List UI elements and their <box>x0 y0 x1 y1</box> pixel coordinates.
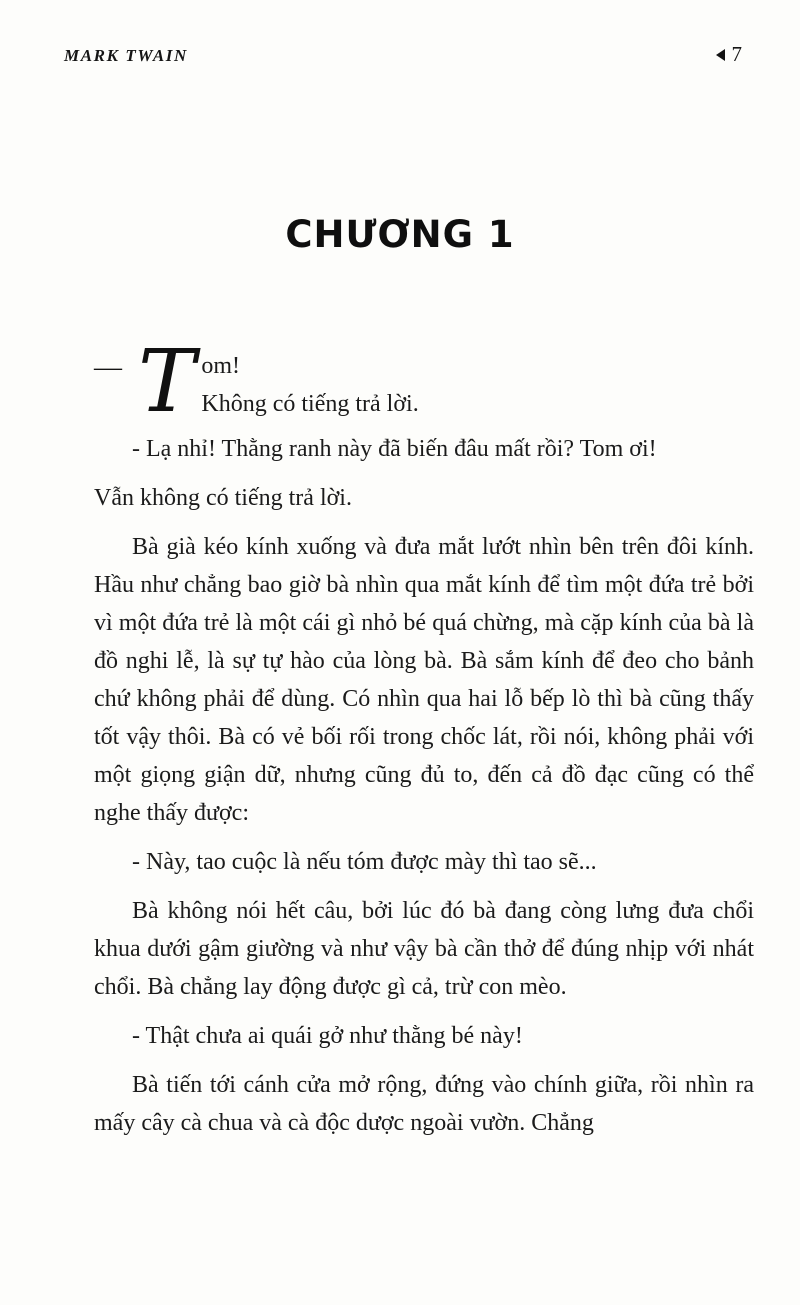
paragraph: Bà tiến tới cánh cửa mở rộng, đứng vào chính giữa, rồi nhìn ra mấy cây cà chua và cà độc dược ngoài vườn. Chẳng <box>94 1072 754 1136</box>
paragraph: Vẫn không có tiếng trả lời. <box>94 485 352 511</box>
paragraph: - Lạ nhỉ! Thằng ranh này đã biến đâu mất rồi? Tom ơi! <box>132 436 657 462</box>
page-number-group <box>716 42 743 67</box>
opening-first-line: om! <box>201 353 241 379</box>
paragraph: Bà không nói hết câu, bởi lúc đó bà đang còng lưng đưa chổi khua dưới gậm giường và như vậy bà cần thở để đúng nhịp với nhát chổi. Bà chẳng lay động được gì cả, trừ con mèo. <box>94 898 754 1000</box>
paragraph: - Thật chưa ai quái gở như thằng bé này! <box>132 1023 523 1049</box>
dropcap-letter: T <box>138 331 196 432</box>
body-text <box>0 331 800 1142</box>
author-name: MARK TWAIN <box>64 45 188 65</box>
dropcap-group <box>94 331 201 432</box>
opening-second-line: Không có tiếng trả lời. <box>201 391 419 417</box>
paragraph: - Này, tao cuộc là nếu tóm được mày thì tao sẽ... <box>132 849 597 875</box>
chapter-title: CHƯƠNG 1 <box>285 213 515 256</box>
left-triangle-icon <box>716 49 725 61</box>
opening-dropcap-block <box>94 331 754 432</box>
dialogue-dash: — <box>94 352 122 384</box>
opening-lines <box>201 347 418 423</box>
paragraph: Bà già kéo kính xuống và đưa mắt lướt nhìn bên trên đôi kính. Hầu như chẳng bao giờ bà nhìn qua mắt kính để tìm một đứa trẻ bởi vì một đứa trẻ là một cái gì nhỏ bé quá chừng, mà cặp kính của bà là đồ nghi lễ, là sự tự hào của lòng bà. Bà sắm kính để đeo cho bảnh chứ không phải để dùng. Có nhìn qua hai lỗ bếp lò thì bà cũng thấy tốt vậy thôi. Bà có vẻ bối rối trong chốc lát, rồi nói, không phải với một giọng giận dữ, nhưng cũng đủ to, đến cả đồ đạc cũng có thể nghe thấy được: <box>94 534 754 826</box>
paragraphs <box>94 430 754 1142</box>
page-header <box>0 0 800 67</box>
page-number: 7 <box>731 42 742 66</box>
